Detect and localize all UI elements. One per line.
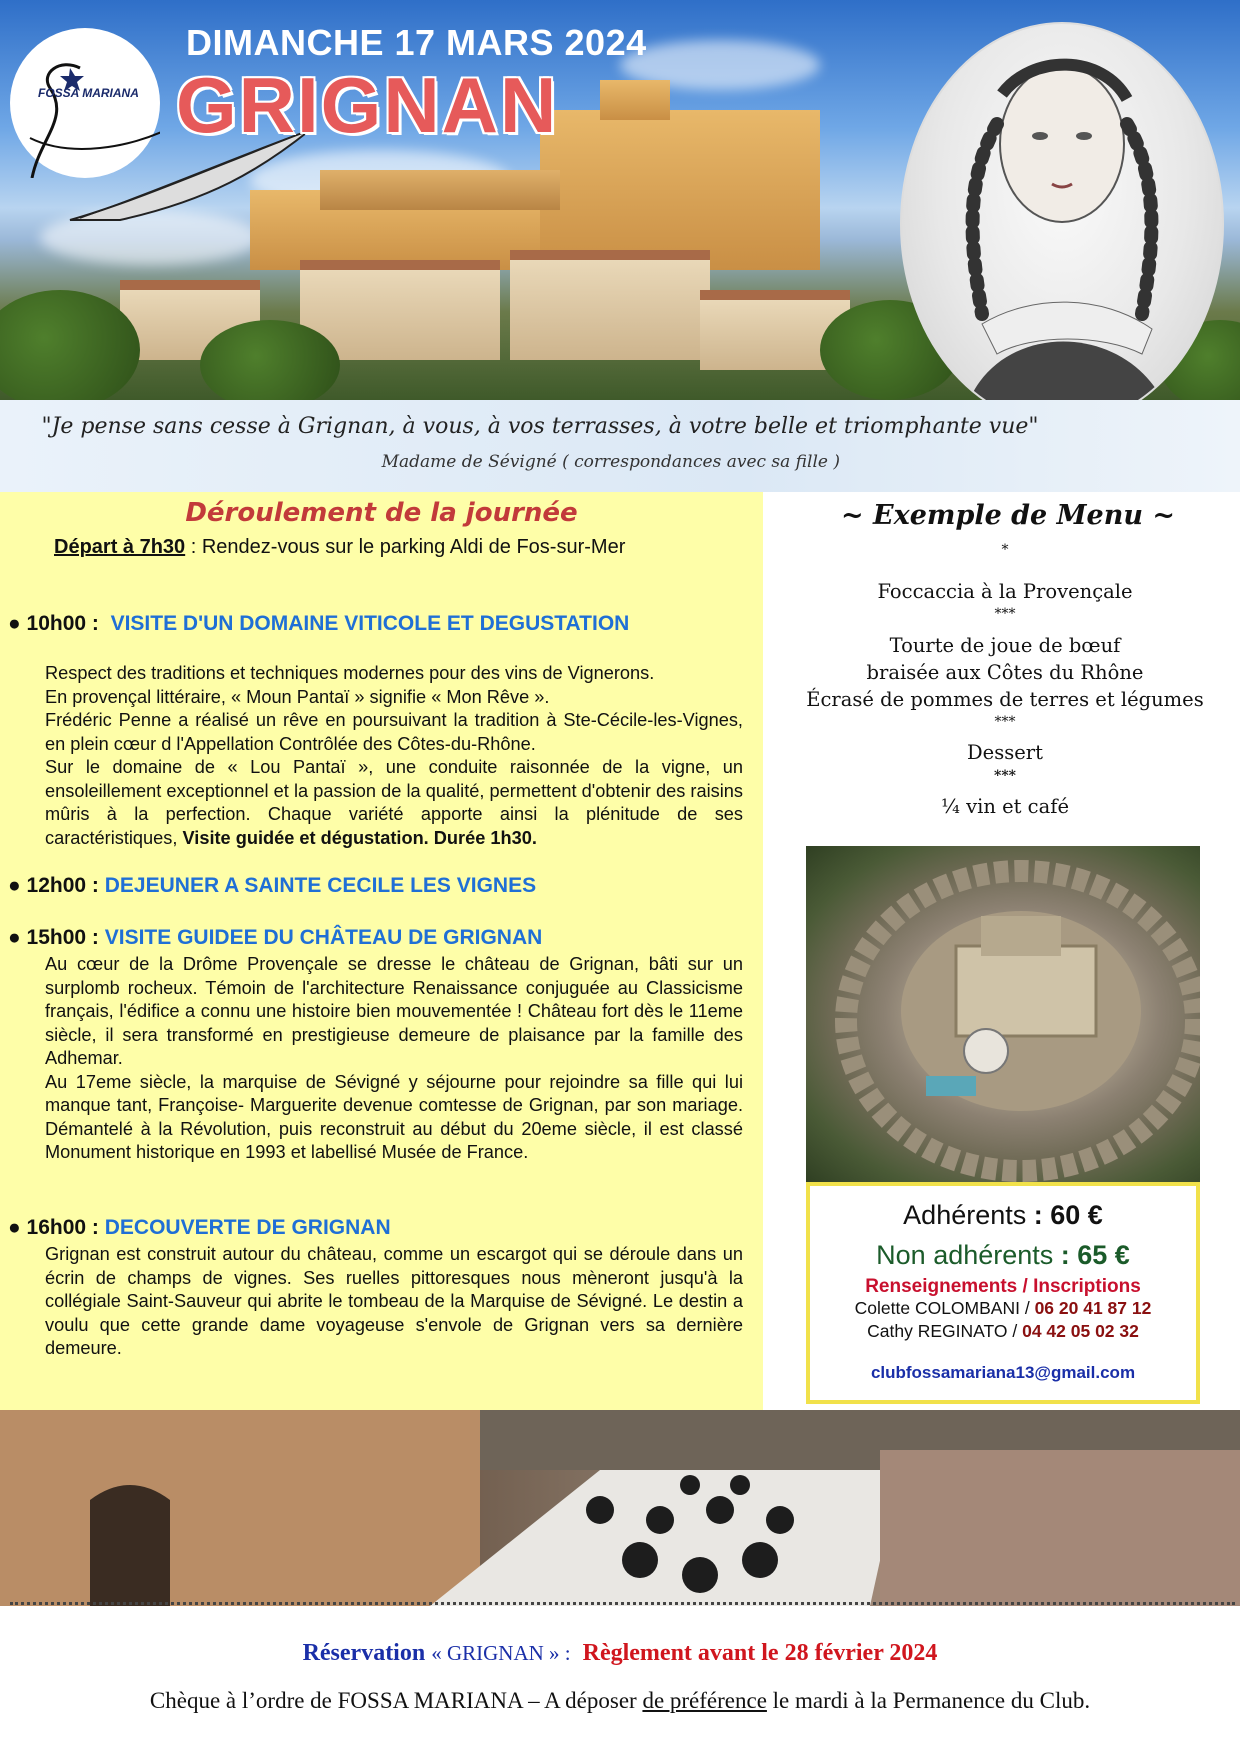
menu-title: ~ Exemple de Menu ~: [841, 500, 1175, 531]
reservation-deadline: Règlement avant le 28 février 2024: [582, 1640, 938, 1666]
contact-phone: 06 20 41 87 12: [1029, 1298, 1152, 1318]
section-time: 16h00 :: [26, 1216, 99, 1239]
contact-name: Colette COLOMBANI /: [854, 1298, 1030, 1318]
paragraph-line: Au cœur de la Drôme Provençale se dresse le château de Grignan, bâti sur un surplomb rocheux. Témoin de l'architecture Renaissance conjuguée au Classicisme français, l'édifice a connu une histoire bien mouvementée ! Château fort dès le 11eme siècle, il sera transformé en prestigieuse demeure de plaisance par la famille des Adhemar.: [45, 954, 743, 1068]
section-heading-lunch: ● 12h00 : DEJEUNER A SAINTE CECILE LES VIGNES: [8, 874, 537, 897]
courtyard-photo: [0, 1410, 1240, 1606]
quote-author: Madame de Sévigné ( correspondances avec sa fille ): [381, 452, 840, 472]
section-time: 15h00 :: [26, 926, 99, 949]
contact-name: Cathy REGINATO /: [867, 1321, 1018, 1341]
departure-label: Départ à 7h30: [54, 536, 186, 558]
reservation-town: « GRIGNAN » :: [431, 1641, 571, 1665]
program-title: Déroulement de la journée: [185, 498, 578, 528]
paragraph-line: Frédéric Penne a réalisé un rêve en poursuivant la tradition à Ste-Cécile-les-Vignes, en plein cœur d l'Appellation Contrôlée des Côtes-du-Rhône.: [45, 710, 743, 754]
paragraph-line: [45, 756, 743, 850]
paragraph-line: En provençal littéraire, « Moun Pantaï » signifie « Mon Rêve ».: [45, 686, 550, 707]
info-title: Renseignements / Inscriptions: [865, 1276, 1141, 1297]
section-title: DEJEUNER A SAINTE CECILE LES VIGNES: [104, 874, 537, 897]
logo-text: FOSSA MARIANA: [38, 86, 139, 100]
section-title: VISITE D'UN DOMAINE VITICOLE ET DEGUSTATION: [110, 612, 630, 635]
portrait-engraving: [902, 24, 1222, 424]
section-paragraph-vineyard: [45, 662, 743, 850]
menu-item-main-3: Écrasé de pommes de terres et légumes: [806, 688, 1204, 711]
departure-line: [54, 536, 625, 559]
cheque-instructions: [0, 1688, 1240, 1714]
aerial-village-drawing: [806, 846, 1200, 1182]
cut-line: [10, 1598, 1235, 1605]
section-title: DECOUVERTE DE GRIGNAN: [104, 1216, 391, 1239]
cheque-text-b: le mardi à la Permanence du Club.: [766, 1688, 1091, 1713]
section-heading-discovery: ● 16h00 : DECOUVERTE DE GRIGNAN: [8, 1216, 391, 1239]
menu-item-main-1: Tourte de joue de bœuf: [889, 634, 1121, 657]
paragraph-line: Respect des traditions et techniques modernes pour des vins de Vignerons.: [45, 663, 655, 683]
price-non-members: [806, 1240, 1200, 1271]
contact-email[interactable]: clubfossamariana13@gmail.com: [870, 1363, 1136, 1382]
section-time: 10h00 :: [26, 612, 99, 635]
menu-item-main-2: braisée aux Côtes du Rhône: [866, 661, 1144, 684]
menu-star: *: [1001, 542, 1009, 558]
section-heading-castle: ● 15h00 : VISITE GUIDEE DU CHÂTEAU DE GRIGNAN: [8, 926, 543, 949]
menu-item-dessert: Dessert: [967, 741, 1043, 764]
price-non-members-value: : 65 €: [1053, 1240, 1130, 1270]
contact-colette: [806, 1298, 1200, 1319]
price-members-value: : 60 €: [1026, 1200, 1103, 1230]
reservation-label: Réservation: [302, 1640, 426, 1666]
paragraph-line: Grignan est construit autour du château, comme un escargot qui se déroule dans un écrin de champs de vignes. Ses ruelles pittoresques nous mèneront jusqu'à la collégiale Saint-Sauveur qui abrite le tombeau de la Marquise de Sévigné. Le destin a voulu que cette grande dame voyageuse s'envole de Grignan vers sa dernière demeure.: [45, 1244, 743, 1358]
section-paragraph-castle: [45, 953, 743, 1165]
price-members-label: Adhérents: [903, 1200, 1027, 1230]
paragraph-text: Sur le domaine de « Lou Pantaï », une conduite raisonnée de la vigne, un ensoleillement exceptionnel et la passion de la qualité, permettent d'obtenir des raisins mûris à la perfection. Chaque variété apporte ainsi la plénitude de ses caractéristiques,: [45, 757, 743, 848]
contact-cathy: [806, 1321, 1200, 1342]
contact-phone: 04 42 05 02 32: [1017, 1321, 1139, 1341]
aerial-photo: [806, 846, 1200, 1182]
menu-separator: ***: [994, 714, 1016, 730]
cheque-text-a: Chèque à l’ordre de FOSSA MARIANA – A déposer: [149, 1688, 643, 1713]
courtyard-drawing: [0, 1410, 1240, 1606]
menu-item-starter: Foccaccia à la Provençale: [877, 580, 1133, 603]
menu-item-drinks: ¼ vin et café: [941, 795, 1069, 818]
section-title: VISITE GUIDEE DU CHÂTEAU DE GRIGNAN: [104, 926, 543, 949]
price-members: [806, 1200, 1200, 1231]
sevigne-portrait: [900, 22, 1224, 426]
reservation-line: [0, 1640, 1240, 1667]
menu-separator: ***: [994, 768, 1016, 784]
section-paragraph-discovery: [45, 1243, 743, 1361]
event-town: GRIGNAN: [176, 61, 559, 149]
section-time: 12h00 :: [26, 874, 99, 897]
paragraph-line: Au 17eme siècle, la marquise de Sévigné y séjourne pour rejoindre sa fille qui lui manque tant, Françoise- Marguerite devenue comtesse de Grignan, par son mariage. Démantelé à la Révolution, puis reconstruit au début du 20eme siècle, il est classé Monument historique en 1993 et labellisé Musée de France.: [45, 1071, 743, 1162]
paragraph-bold: Visite guidée et dégustation. Durée 1h30.: [177, 827, 537, 848]
cheque-text-underlined: de préférence: [642, 1688, 767, 1713]
section-heading-visit-vineyard: ● 10h00 : VISITE D'UN DOMAINE VITICOLE ET DEGUSTATION: [8, 612, 630, 635]
sevigne-quote: "Je pense sans cesse à Grignan, à vous, à vos terrasses, à votre belle et triomphante vue": [41, 414, 1039, 439]
event-date: DIMANCHE 17 MARS 2024: [186, 22, 647, 63]
departure-text: : Rendez-vous sur le parking Aldi de Fos-sur-Mer: [185, 536, 626, 558]
price-non-members-label: Non adhérents: [876, 1240, 1054, 1270]
menu-separator: ***: [994, 606, 1016, 622]
